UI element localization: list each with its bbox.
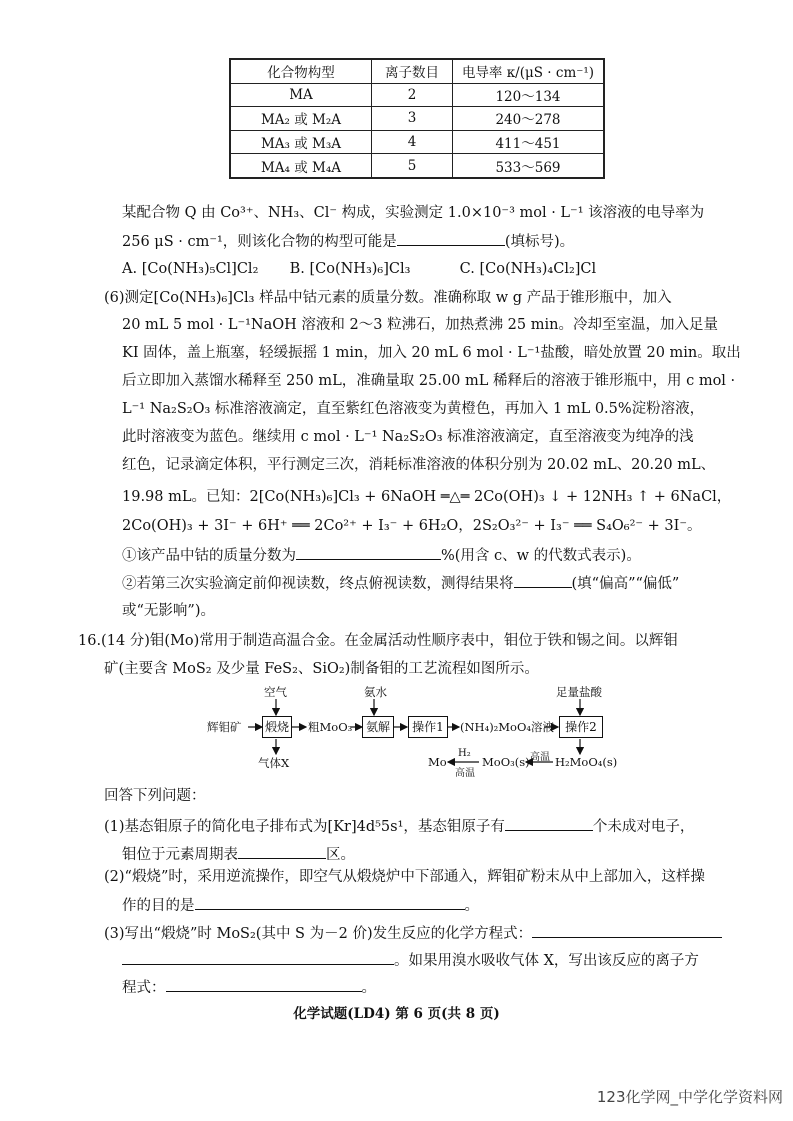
flow-moo3-label: MoO₃(s) xyxy=(482,755,530,769)
q16-p3-last xyxy=(122,977,376,998)
table-cell: MA xyxy=(230,83,372,107)
q16-p2-cont-text: 作的目的是 xyxy=(122,898,195,914)
q16-p3-last-text: 程式： xyxy=(122,980,166,996)
q5-line1: 某配合物 Q 由 Co³⁺、NH₃、Cl⁻ 构成，实验测定 1.0×10⁻³ mol · L⁻¹ 该溶液的电导率为 xyxy=(122,205,705,221)
table-cell: 5 xyxy=(372,154,453,178)
q16-p1-text: (1)基态钼原子的简化电子排布式为[Kr]4d⁵5s¹，基态钼原子有 xyxy=(104,819,505,835)
flow-solution-label: (NH₄)₂MoO₄溶液 xyxy=(460,720,555,734)
flow-ore-label: 辉钼矿 xyxy=(207,720,242,734)
q16-p2: (2)“煅烧”时，采用逆流操作，即空气从煅烧炉中下部通入，辉钼矿粉末从中上部加入，这样操 xyxy=(104,869,705,885)
q16-p3-last-end: 。 xyxy=(361,980,376,996)
q6-line8: 19.98 mL。已知：2[Co(NH₃)₆]Cl₃ + 6NaOH ═△═ 2Co(OH)₃ ↓ + 12NH₃ ↑ + 6NaCl， xyxy=(122,489,732,505)
answer-blank xyxy=(195,895,465,910)
flow-hcl-label: 足量盐酸 xyxy=(556,685,602,699)
watermark: 123化学网_中学化学资料网 xyxy=(596,1088,783,1106)
table-cell: MA₄ 或 M₄A xyxy=(230,154,372,178)
table-cell: 3 xyxy=(372,107,453,131)
q6-sub2-text: ②若第三次实验滴定前仰视读数，终点俯视读数，测得结果将 xyxy=(122,576,514,592)
q16-p3-cont xyxy=(122,950,699,971)
q16-p3-cont-text: 。如果用溴水吸收气体 X，写出该反应的离子方 xyxy=(394,953,699,969)
option-a: A. [Co(NH₃)₅Cl]Cl₂ xyxy=(122,261,259,277)
table-cell: 120～134 xyxy=(453,83,605,107)
table-cell: 4 xyxy=(372,130,453,154)
flow-roast-box: 煅烧 xyxy=(262,716,292,738)
q6-sub2-cont: 或“无影响”)。 xyxy=(122,603,215,619)
q16-line2: 矿(主要含 MoS₂ 及少量 FeS₂、SiO₂)制备钼的工艺流程如图所示。 xyxy=(104,661,539,677)
q16-p1-cont-text: 钼位于元素周期表 xyxy=(122,847,238,863)
q16-p2-cont xyxy=(122,895,479,916)
answer-blank xyxy=(238,844,326,859)
q6-sub2-end: (填“偏高”“偏低” xyxy=(571,576,680,592)
flow-air-label: 空气 xyxy=(264,685,287,699)
flow-gas-label: 气体X xyxy=(258,756,290,770)
q6-line3: KI 固体，盖上瓶塞，轻缓振摇 1 min，加入 20 mL 6 mol · L⁻¹盐酸，暗处放置 20 min。取出 xyxy=(122,345,741,361)
q16-line1: 16.(14 分)钼(Mo)常用于制造高温合金。在金属活动性顺序表中，钼位于铁和锡之间。以辉钼 xyxy=(78,633,678,649)
q16-p2-end: 。 xyxy=(464,898,479,914)
q6-line5: L⁻¹ Na₂S₂O₃ 标准溶液滴定，直至紫红色溶液变为黄橙色，再加入 1 mL 0.5%淀粉溶液， xyxy=(122,401,705,417)
flow-hightemp-label: 高温 xyxy=(530,752,550,763)
table-cell: 240～278 xyxy=(453,107,605,131)
flow-mo-label: Mo xyxy=(428,755,447,769)
q6-line9: 2Co(OH)₃ + 3I⁻ + 6H⁺ ══ 2Co²⁺ + I₃⁻ + 6H₂O，2S₂O₃²⁻ + I₃⁻ ══ S₄O₆²⁻ + 3I⁻。 xyxy=(122,518,702,534)
option-c: C. [Co(NH₃)₄Cl₂]Cl xyxy=(459,261,597,277)
table-cell: 2 xyxy=(372,83,453,107)
table-header: 离子数目 xyxy=(372,59,453,83)
q6-line2: 20 mL 5 mol · L⁻¹NaOH 溶液和 2～3 粒沸石，加热煮沸 25 min。冷却至室温，加入足量 xyxy=(122,317,718,333)
q6-line7: 红色，记录滴定体积，平行测定三次，消耗标准溶液的体积分别为 20.02 mL、20.20 mL、 xyxy=(122,457,716,473)
q6-line1: (6)测定[Co(NH₃)₆]Cl₃ 样品中钴元素的质量分数。准确称取 w g 产品于锥形瓶中，加入 xyxy=(104,290,672,306)
table-cell: MA₃ 或 M₃A xyxy=(230,130,372,154)
answer-blank xyxy=(122,950,394,965)
flow-op1-box: 操作1 xyxy=(408,716,448,738)
flow-op2-box: 操作2 xyxy=(559,716,603,738)
q5-line2-end: (填标号)。 xyxy=(504,234,575,250)
flow-ammoniate-box: 氨解 xyxy=(362,716,394,738)
page-footer: 化学试题(LD4) 第 6 页(共 8 页) xyxy=(293,1006,500,1022)
q16-p3-text: (3)写出“煅烧”时 MoS₂(其中 S 为－2 价)发生反应的化学方程式： xyxy=(104,926,533,942)
flow-hightemp-label: 高温 xyxy=(455,768,475,779)
table-cell: 533～569 xyxy=(453,154,605,178)
flow-h2moo4-label: H₂MoO₄(s) xyxy=(555,755,618,769)
q5-line2-text: 256 μS · cm⁻¹，则该化合物的构型可能是 xyxy=(122,234,397,250)
q16-p1-cont xyxy=(122,844,355,865)
table-cell: 411～451 xyxy=(453,130,605,154)
table-cell: MA₂ 或 M₂A xyxy=(230,107,372,131)
answer-blank xyxy=(505,816,593,831)
q6-line6: 此时溶液变为蓝色。继续用 c mol · L⁻¹ Na₂S₂O₃ 标准溶液滴定，直至溶液变为纯净的浅 xyxy=(122,429,694,445)
flow-h2-label: H₂ xyxy=(458,748,471,759)
option-b: B. [Co(NH₃)₆]Cl₃ xyxy=(289,261,411,277)
q16-p1 xyxy=(104,816,694,837)
flow-ammonia-label: 氨水 xyxy=(364,685,387,699)
answer-blank xyxy=(166,977,362,992)
table-header: 电导率 κ/(μS · cm⁻¹) xyxy=(453,59,605,83)
q6-sub1-end: %(用含 c、w 的代数式表示)。 xyxy=(441,548,641,564)
q16-p3 xyxy=(104,923,722,944)
q16-p1-end: 个未成对电子， xyxy=(592,819,695,835)
q6-sub1-text: ①该产品中钴的质量分数为 xyxy=(122,548,296,564)
answer-blank xyxy=(532,923,722,938)
q16-p1-cont-end: 区。 xyxy=(326,847,355,863)
table-header: 化合物构型 xyxy=(230,59,372,83)
flow-crude-label: 粗MoO₃ xyxy=(308,720,353,734)
answer-heading: 回答下列问题： xyxy=(104,788,206,804)
q6-line4: 后立即加入蒸馏水稀释至 250 mL，准确量取 25.00 mL 稀释后的溶液于锥形瓶中，用 c mol · xyxy=(122,373,736,389)
